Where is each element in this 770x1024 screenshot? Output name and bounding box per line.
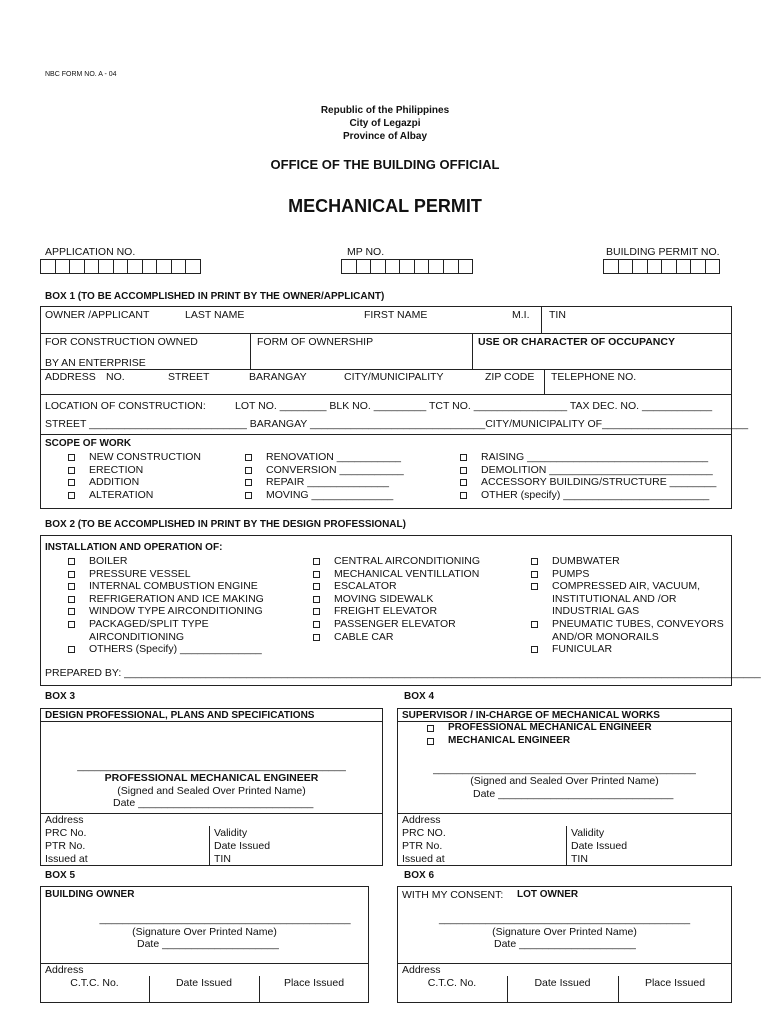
box3-date[interactable]: Date ______________________________	[113, 797, 314, 809]
page-title: MECHANICAL PERMIT	[288, 196, 482, 216]
checkbox-icon[interactable]	[313, 621, 320, 628]
install-packaged-split-cont: AIRCONDITIONING	[89, 630, 185, 643]
checkbox-icon[interactable]	[68, 596, 75, 603]
scope-repair[interactable]: REPAIR ______________	[245, 476, 404, 489]
checkbox-icon[interactable]	[68, 454, 75, 461]
mp-no-label: MP NO.	[347, 246, 385, 258]
box5-signature-line[interactable]: ___________________________________________	[99, 913, 351, 925]
box5-place-issued[interactable]: Place Issued	[283, 977, 345, 989]
checkbox-icon[interactable]	[245, 492, 252, 499]
install-funicular[interactable]: FUNICULAR	[531, 643, 724, 656]
republic-line: Republic of the Philippines	[320, 105, 450, 116]
box3-title: DESIGN PROFESSIONAL, PLANS AND SPECIFICATIONS	[45, 710, 315, 721]
checkbox-icon[interactable]	[460, 492, 467, 499]
box6-date[interactable]: Date ____________________	[494, 938, 636, 950]
checkbox-icon[interactable]	[68, 467, 75, 474]
checkbox-icon[interactable]	[68, 583, 75, 590]
box4-prc[interactable]: PRC NO.	[402, 827, 446, 839]
application-no-label: APPLICATION NO.	[45, 246, 136, 258]
box3-signed-note: (Signed and Sealed Over Printed Name)	[117, 785, 306, 797]
install-others[interactable]: OTHERS (Specify) ______________	[68, 643, 264, 656]
use-occupancy-label[interactable]: USE OR CHARACTER OF OCCUPANCY	[478, 336, 675, 348]
box3-date-issued[interactable]: Date Issued	[214, 840, 271, 852]
install-packaged-split[interactable]: PACKAGED/SPLIT TYPE	[68, 618, 264, 631]
box4-date-issued[interactable]: Date Issued	[571, 840, 628, 852]
install-refrigeration[interactable]: REFRIGERATION AND ICE MAKING	[68, 593, 264, 606]
box3-issued-at[interactable]: Issued at	[45, 853, 88, 865]
box4-validity[interactable]: Validity	[571, 827, 605, 839]
checkbox-icon[interactable]	[313, 583, 320, 590]
checkbox-icon[interactable]	[313, 634, 320, 641]
address-city-label[interactable]: CITY/MUNICIPALITY	[344, 371, 444, 383]
checkbox-icon[interactable]	[68, 646, 75, 653]
owner-applicant-label: OWNER /APPLICANT	[45, 309, 150, 321]
construction-owned-label: FOR CONSTRUCTION OWNED	[45, 336, 198, 348]
box4-date[interactable]: Date ______________________________	[473, 788, 674, 800]
scope-col3	[460, 451, 716, 501]
first-name-label[interactable]: FIRST NAME	[364, 309, 428, 321]
install-col1	[68, 555, 264, 656]
box5-ctc[interactable]: C.T.C. No.	[70, 977, 119, 989]
application-no-cells[interactable]	[40, 259, 201, 274]
install-col2	[313, 555, 480, 643]
location-street-line[interactable]: STREET ___________________________ BARANGAY ______________________________CITY/MUNICIPALITY OF_________________________	[45, 418, 749, 430]
box6-place-issued[interactable]: Place Issued	[644, 977, 706, 989]
install-pneumatic-tubes[interactable]: PNEUMATIC TUBES, CONVEYORS	[531, 618, 724, 631]
province-line: Province of Albay	[342, 131, 428, 142]
box6-ctc[interactable]: C.T.C. No.	[427, 977, 477, 989]
scope-addition[interactable]: ADDITION	[68, 476, 201, 489]
box4-signature-line[interactable]: _____________________________________________	[433, 763, 696, 775]
install-cable-car[interactable]: CABLE CAR	[313, 631, 480, 644]
install-central-aircon[interactable]: CENTRAL AIRCONDITIONING	[313, 555, 480, 568]
scope-other[interactable]: OTHER (specify) _________________________	[460, 489, 716, 502]
prepared-by[interactable]: PREPARED BY: _____________________________________________________________________________________________________________	[45, 667, 761, 679]
checkbox-icon[interactable]	[68, 571, 75, 578]
zip-code-label[interactable]: ZIP CODE	[485, 371, 535, 383]
box3-label: BOX 3	[45, 691, 76, 702]
box5-signed-note: (Signature Over Printed Name)	[132, 926, 277, 938]
box4-title: SUPERVISOR / IN-CHARGE OF MECHANICAL WORKS	[402, 710, 660, 721]
box1-title: BOX 1 (TO BE ACCOMPLISHED IN PRINT BY THE OWNER/APPLICANT)	[45, 291, 385, 302]
box6-lot-owner: LOT OWNER	[517, 889, 579, 900]
install-pumps[interactable]: PUMPS	[531, 568, 724, 581]
install-boiler[interactable]: BOILER	[68, 555, 264, 568]
box6-signed-note: (Signature Over Printed Name)	[492, 926, 637, 938]
checkbox-icon[interactable]	[531, 583, 538, 590]
scope-alteration[interactable]: ALTERATION	[68, 489, 201, 502]
tin-label[interactable]: TIN	[549, 309, 566, 321]
address-barangay-label[interactable]: BARANGAY	[249, 371, 307, 383]
checkbox-icon[interactable]	[68, 479, 75, 486]
checkbox-icon[interactable]	[245, 467, 252, 474]
building-permit-no-label: BUILDING PERMIT NO.	[606, 246, 720, 258]
checkbox-icon[interactable]	[68, 558, 75, 565]
box3-signature-line[interactable]: ______________________________________________	[77, 760, 346, 772]
box3-validity[interactable]: Validity	[214, 827, 248, 839]
install-moving-sidewalk[interactable]: MOVING SIDEWALK	[313, 593, 480, 606]
building-permit-no-cells[interactable]	[603, 259, 720, 274]
box3-prc[interactable]: PRC No.	[45, 827, 87, 839]
checkbox-icon[interactable]	[245, 479, 252, 486]
box6-signature-line[interactable]: ___________________________________________	[438, 913, 691, 925]
scope-erection[interactable]: ERECTION	[68, 464, 201, 477]
box3-tin[interactable]: TIN	[214, 853, 231, 865]
mp-no-cells[interactable]	[341, 259, 473, 274]
scope-renovation[interactable]: RENOVATION ___________	[245, 451, 404, 464]
checkbox-icon[interactable]	[313, 596, 320, 603]
checkbox-icon[interactable]	[68, 492, 75, 499]
checkbox-icon[interactable]	[313, 558, 320, 565]
box4-label: BOX 4	[404, 691, 435, 702]
install-combustion-engine[interactable]: INTERNAL COMBUSTION ENGINE	[68, 580, 264, 593]
install-dumbwater[interactable]: DUMBWATER	[531, 555, 724, 568]
checkbox-icon[interactable]	[68, 621, 75, 628]
scope-moving[interactable]: MOVING ______________	[245, 489, 404, 502]
checkbox-icon[interactable]	[313, 608, 320, 615]
checkbox-icon[interactable]	[531, 646, 538, 653]
mi-label[interactable]: M.I.	[512, 309, 530, 321]
box5-title: BUILDING OWNER	[45, 889, 135, 900]
install-mech-ventillation[interactable]: MECHANICAL VENTILLATION	[313, 568, 480, 581]
address-street-label[interactable]: STREET	[168, 371, 210, 383]
box6-label: BOX 6	[404, 870, 435, 881]
install-passenger-elevator[interactable]: PASSENGER ELEVATOR	[313, 618, 480, 631]
checkbox-icon[interactable]	[427, 738, 434, 745]
install-pressure-vessel[interactable]: PRESSURE VESSEL	[68, 568, 264, 581]
scope-raising[interactable]: RAISING _______________________________	[460, 451, 716, 464]
install-freight-elevator[interactable]: FREIGHT ELEVATOR	[313, 605, 480, 618]
install-compressed-air-cont2: INDUSTRIAL GAS	[552, 605, 640, 618]
address-label: ADDRESS	[45, 371, 96, 383]
location-of-construction[interactable]: LOCATION OF CONSTRUCTION: LOT NO. ________ BLK NO. _________ TCT NO. ________________ TAX DEC. NO. ____________	[45, 400, 713, 412]
scope-new-construction[interactable]: NEW CONSTRUCTION	[68, 451, 201, 464]
box3-ptr[interactable]: PTR No.	[45, 840, 86, 852]
box4-ptr[interactable]: PTR No.	[402, 840, 443, 852]
box4-options	[427, 722, 652, 747]
box4-issued-at[interactable]: Issued at	[402, 853, 445, 865]
city-line: City of Legazpi	[349, 118, 421, 129]
checkbox-icon[interactable]	[531, 571, 538, 578]
box6-date-issued[interactable]: Date Issued	[534, 977, 591, 989]
checkbox-icon[interactable]	[460, 454, 467, 461]
installation-title: INSTALLATION AND OPERATION OF:	[45, 542, 223, 553]
box5-address[interactable]: Address	[45, 964, 84, 976]
last-name-label[interactable]: LAST NAME	[185, 309, 245, 321]
box4-signed-note: (Signed and Sealed Over Printed Name)	[470, 775, 659, 787]
telephone-label[interactable]: TELEPHONE NO.	[551, 371, 637, 383]
install-compressed-air-cont1: INSTITUTIONAL AND /OR	[552, 592, 677, 605]
by-enterprise-label: BY AN ENTERPRISE	[45, 357, 146, 369]
scope-col1	[68, 451, 201, 501]
install-pneumatic-tubes-cont: AND/OR MONORAILS	[552, 630, 659, 643]
box5-date-issued[interactable]: Date Issued	[175, 977, 233, 989]
scope-col2	[245, 451, 404, 501]
form-number: NBC FORM NO. A - 04	[45, 71, 117, 78]
form-of-ownership-label[interactable]: FORM OF OWNERSHIP	[257, 336, 374, 348]
checkbox-icon[interactable]	[245, 454, 252, 461]
checkbox-icon[interactable]	[427, 725, 434, 732]
scope-accessory[interactable]: ACCESSORY BUILDING/STRUCTURE ________	[460, 476, 716, 489]
scope-conversion[interactable]: CONVERSION ___________	[245, 464, 404, 477]
install-window-aircon[interactable]: WINDOW TYPE AIRCONDITIONING	[68, 605, 264, 618]
scope-of-work-title: SCOPE OF WORK	[45, 438, 132, 449]
checkbox-icon[interactable]	[460, 479, 467, 486]
box2-title: BOX 2 (TO BE ACCOMPLISHED IN PRINT BY THE DESIGN PROFESSIONAL)	[45, 519, 406, 530]
address-no-label[interactable]: NO.	[106, 371, 125, 383]
checkbox-icon[interactable]	[313, 571, 320, 578]
option-professional-me[interactable]: PROFESSIONAL MECHANICAL ENGINEER	[427, 722, 652, 735]
install-escalator[interactable]: ESCALATOR	[313, 580, 480, 593]
checkbox-icon[interactable]	[531, 558, 538, 565]
box6-consent: WITH MY CONSENT:	[402, 889, 504, 901]
install-col3	[531, 555, 724, 656]
box4-address[interactable]: Address	[402, 814, 441, 826]
office-title: OFFICE OF THE BUILDING OFFICIAL	[270, 157, 500, 172]
option-me[interactable]: MECHANICAL ENGINEER	[427, 735, 652, 748]
box3-role: PROFESSIONAL MECHANICAL ENGINEER	[104, 772, 319, 784]
box3-address[interactable]: Address	[45, 814, 84, 826]
box6-address[interactable]: Address	[402, 964, 441, 976]
install-compressed-air[interactable]: COMPRESSED AIR, VACUUM,	[531, 580, 724, 593]
box5-label: BOX 5	[45, 870, 76, 881]
checkbox-icon[interactable]	[460, 467, 467, 474]
box4-tin[interactable]: TIN	[571, 853, 588, 865]
checkbox-icon[interactable]	[68, 608, 75, 615]
scope-demolition[interactable]: DEMOLITION ____________________________	[460, 464, 716, 477]
box5-date[interactable]: Date ____________________	[137, 938, 279, 950]
checkbox-icon[interactable]	[531, 621, 538, 628]
